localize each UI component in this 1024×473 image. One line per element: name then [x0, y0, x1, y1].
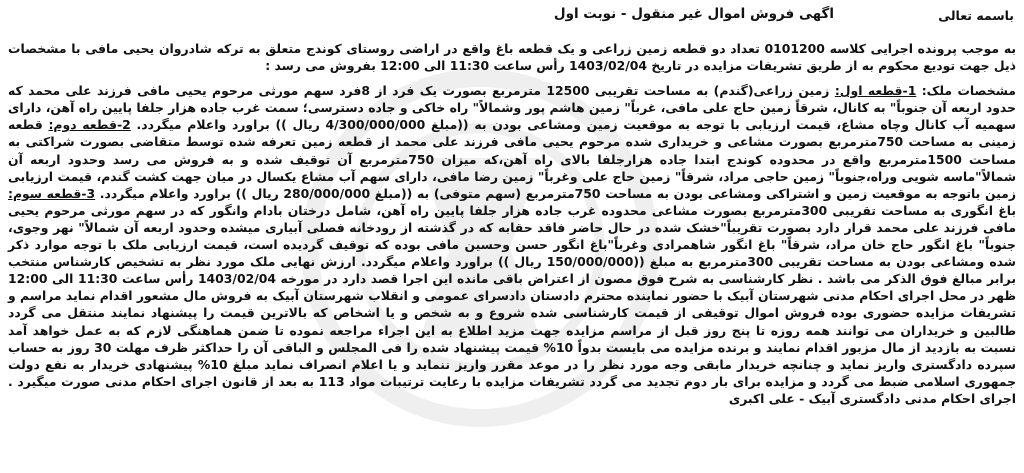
- part1-label: 1-قطعه اول:: [834, 83, 917, 99]
- part3-label: 3-قطعه سوم:: [8, 185, 96, 201]
- part3-text: باغ انگوری به مساحت تقریبی 300مترمربع بصورت مشاعی محدوده غرب جاده هزار جلفا پایین راه آهن، شامل درختان بادام وانگور که در سهم مورثی مرحوم یحیی مافی فرزند علی محمد قرار دارد بصورت تقریباً"خشک شده در حال حاضر فاقد حقابه که در گذشته از رودخانه فصلی آبیاری میشده وحدود اربعه آن شمالاً" نهر وجوی، جنوباً" باغ انگور حاج خان مراد، شرقاً" باغ انگور شاهمرادی وغرباً"باغ انگور حسن وحسین مافی بوده که توقیف گردیده است، قیمت ارزیابی ملک با توجه موارد ذکر شده ومشاعی بودن به مساحت تقریبی 300مترمربع به مبلغ ((150/000/000 ریال )) براورد واعلام میگردد. ارزش نهایی ملک مورد نظر به تشخیص کارشناس منتخب برابر مبالغ فوق الذکر می باشد . نظر کارشناسی به شرح فوق مصون از اعتراض باقی مانده این اجرا قصد دارد در مورخه 1403/02/04 رأس ساعت 11:30 الی 12:00 ظهر در محل اجرای احکام مدنی شهرستان آبیک با حضور نماینده محترم دادستان دادسرای عمومی و انقلاب شهرستان آبیک به فروش مال مشعور اقدام نماید مراسم و تشریفات مزایده حضوری بوده فروش اموال توقیفی از قیمت کارشناسی شده شروع و به شخص و یا اشخاص که بالاترین قیمت را پیشنهاد نمایند منتقل می گردد طالبین و خریداران می توانند همه روزه تا پنج روز قبل از مراسم مزایده جهت مزید اطلاع به این اجراء مراجعه نموده تا ضمن هماهنگی لازم که به عمل خواهد آمد نسبت به بازدید از مال مزبور اقدام نمایند و برنده مزایده می بایست بدواً 10% قیمت پیشنهاد شده را فی المجلس و الباقی آن را حداکثر ظرف مهلت 30 روز به حساب سپرده دادگستری واریز نماید و چنانچه خریدار مابقی وجه مورد نظر را در موعد مقرر واریز ننماید و یا اعلام انصراف نماید مبلغ 10% پیشنهادی خریدار به نفع دولت جمهوری اسلامی ضبط می گردد و مزایده برای بار دوم تجدید می گردد تشریفات مزایده با رعایت ترتیبات مواد 113 به بعد از قانون اجرای احکام مدنی صورت میگیرد . اجرای احکام مدنی دادگستری آبیک - علی اکبری: [8, 202, 1017, 406]
- intro-paragraph: به موجب پرونده اجرایی کلاسه 0101200 تعداد دو قطعه زمین زراعی و یک قطعه باغ واقع در اراضی روستای کوندج متعلق به ترکه شادروان یحیی مافی با مشخصات ذیل جهت تودیع محکوم به از طریق تشریفات مزایده در تاریخ 1403/02/04 رأس ساعت 11:30 الی 12:00 بفروش می رسد :: [8, 41, 1017, 74]
- part2-label: 2-قطعه دوم:: [48, 117, 131, 133]
- notice-title: اگهی فروش اموال غیر منقول - نوبت اول: [553, 6, 834, 22]
- specs-label: مشخصات ملک:: [921, 83, 1016, 99]
- notice-body: [8, 40, 1016, 407]
- bismillah-heading: باسمه تعالی: [938, 8, 1014, 23]
- notice-header: [10, 6, 1014, 28]
- part2-text: قطعه زمینی به مساحت 750مترمربع بصورت مشاعی و خریداری شده مرحوم یحیی مافی فرزند علی محمد از قطعه زمین تعرفه شده توسط متقاضی بصورت شراکتی به مساحت 1500مترمربع واقع در محدوده کوندج ابتدا جاده هزارجلفا بالای راه آهن،که میزان 750مترمربع آن توقیف شده و به فروش می رسد وحدود اربعه آن شمالاً"ماسه شویی وراه،جنوباً" زمین حاجی مراد، شرقاً" زمین حاج علی وغرباً" زمین رضا مافی، دارای سهم آب مشاع یکسال در میان جهت کشت گندم، قیمت ارزیابی زمین باتوجه به موقعیت زمین و اشتراکی ومشاعی بودن به مساحت 750مترمربع (سهم متوفی) به ((مبلغ 280/000/000 ریال )) براورد واعلام میگردد.: [8, 117, 1016, 201]
- property-specs-paragraph: [8, 82, 1016, 407]
- part1-text: زمین زراعی(گندم) به مساحت تقریبی 12500 مترمربع بصورت یک فرد از 8فرد سهم مورثی مرحوم یحیی مافی فرزند علی محمد که حدود اربعه آن جنوباً" به کانال، شرقاً زمین حاج علی مافی، غرباً" زمین هاشم پور وشمالاً" راه خاکی و جاده دسترسی؛ سمت غرب جاده هزار جلفا پایین راه آهن، دارای سهمیه آب کانال وچاه مشاع، قیمت ارزیابی با توجه به موقعیت زمین ومشاعی بودن به ((مبلغ 4/300/000/000 ریال )) براورد واعلام میگردد.: [8, 83, 1016, 133]
